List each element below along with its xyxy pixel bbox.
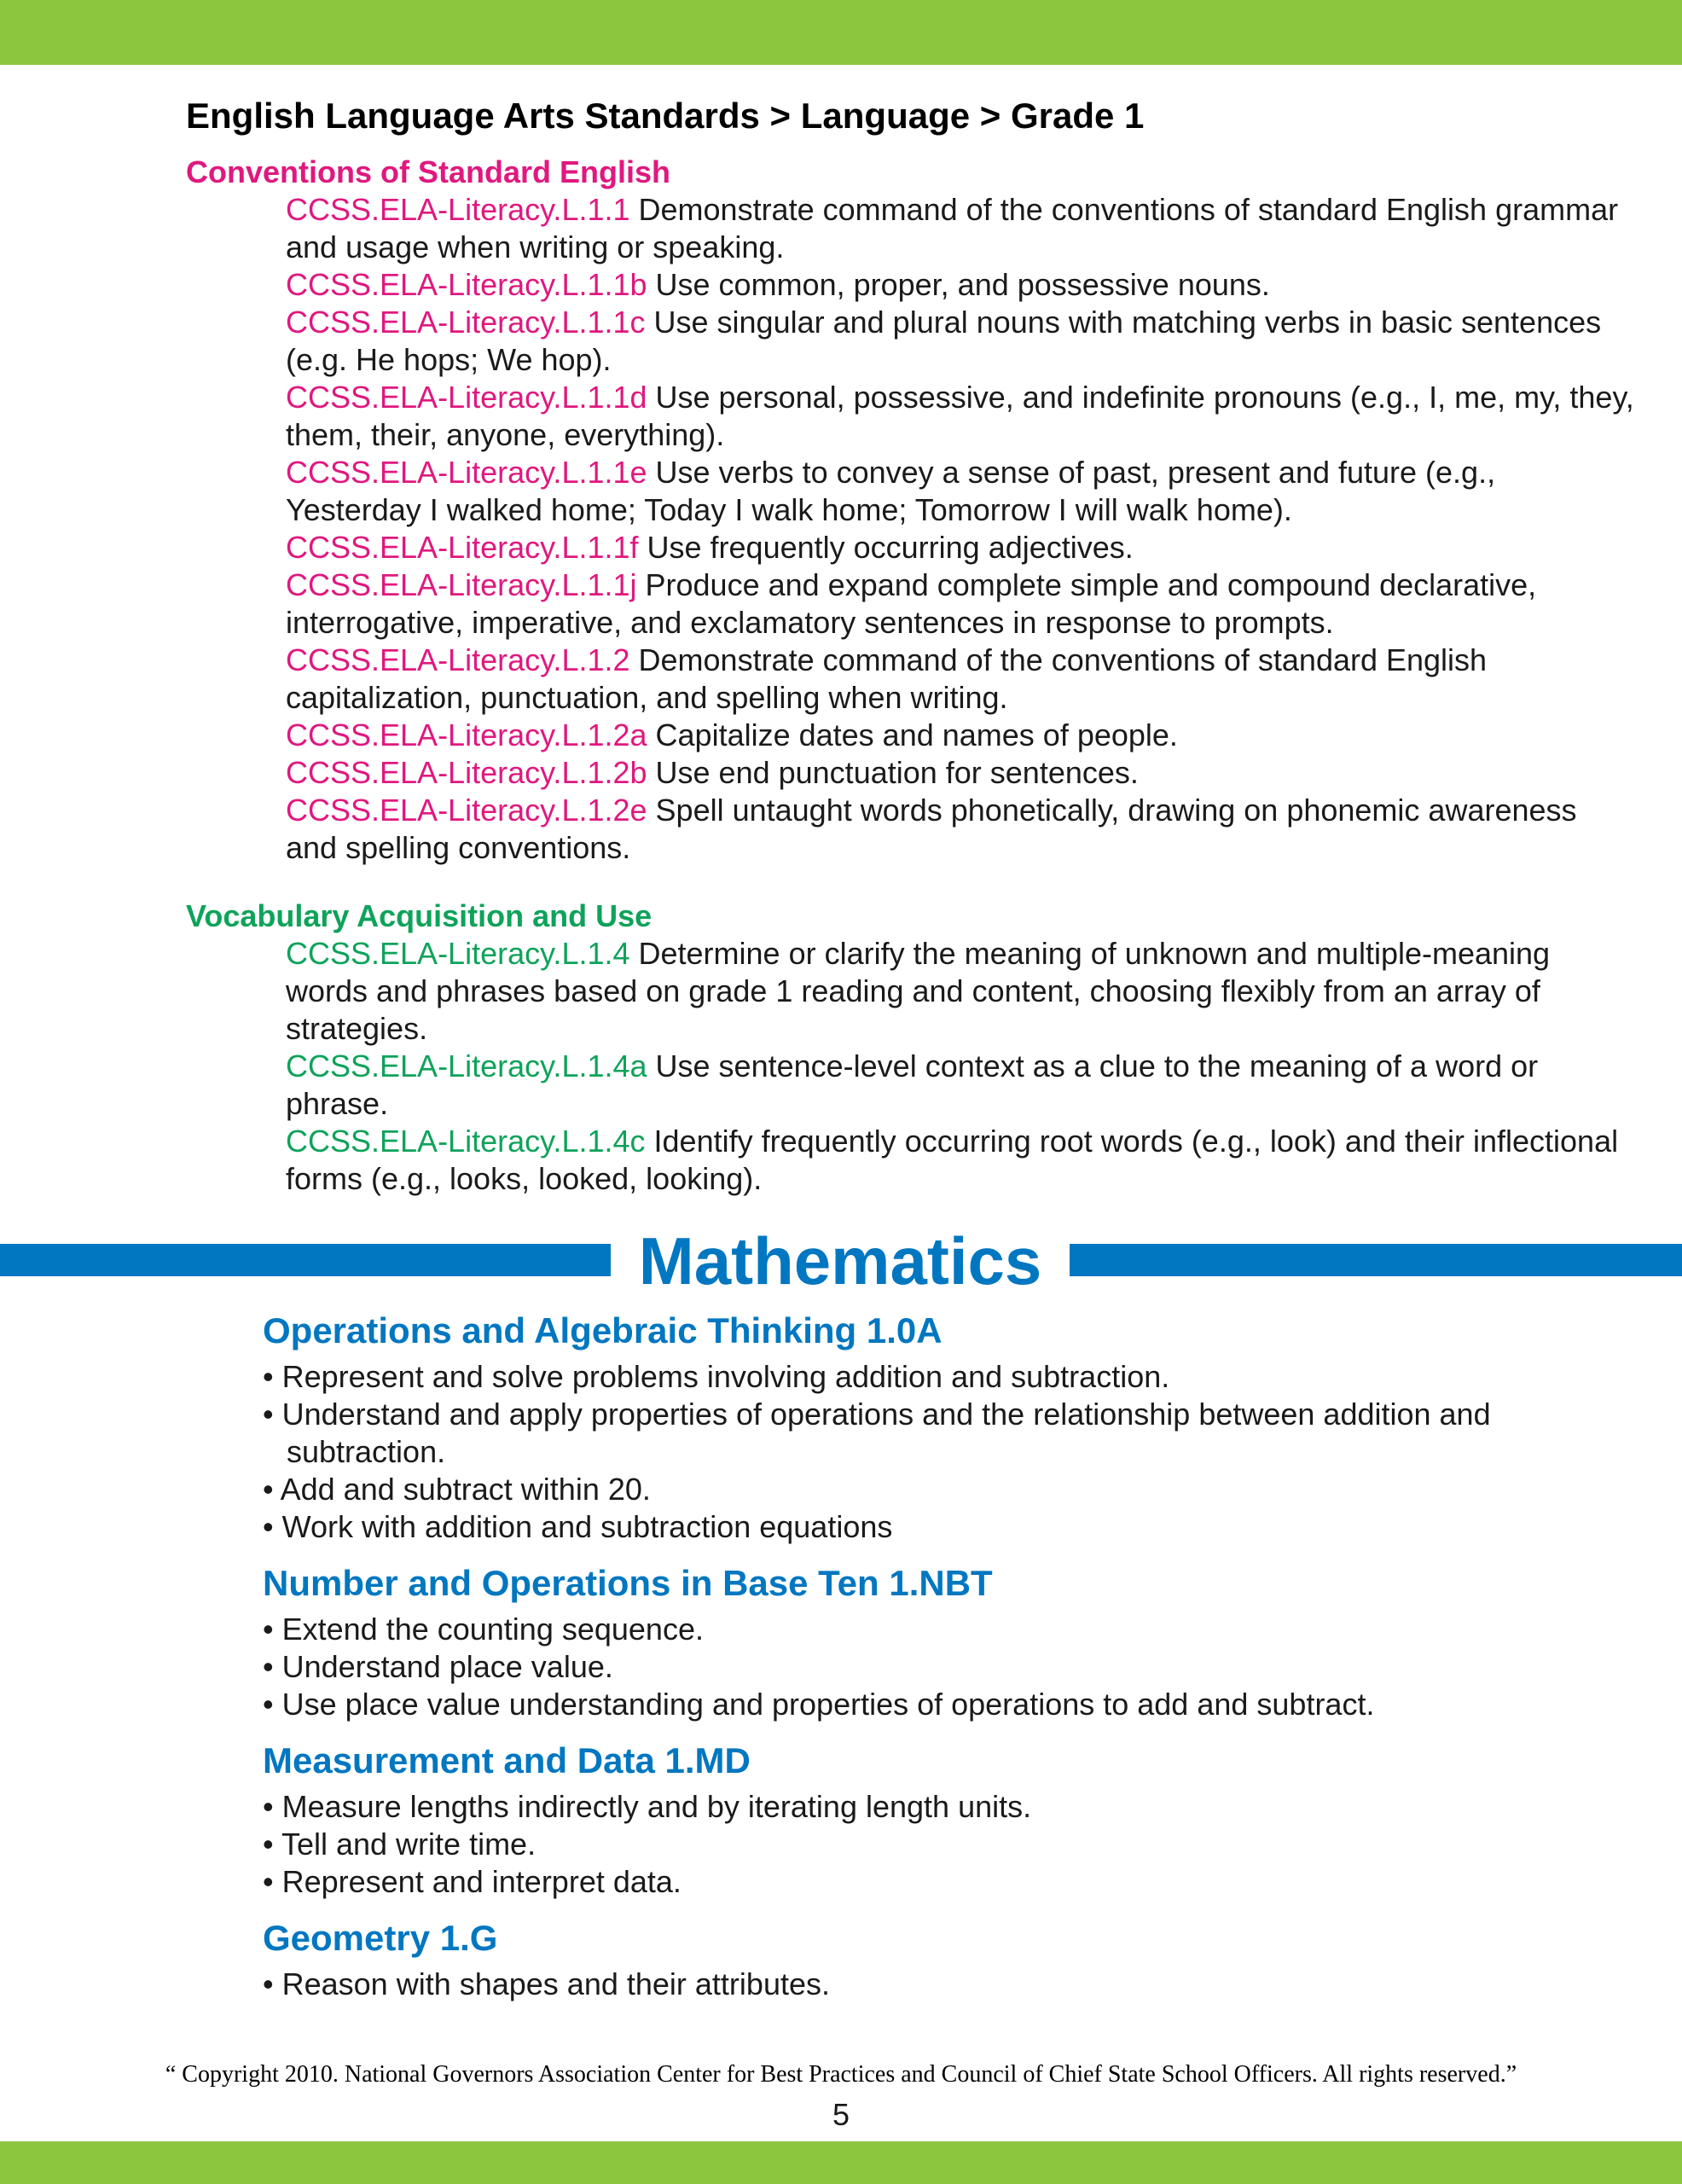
mathematics-banner [0,1223,1682,1298]
standard-item [286,935,1636,1048]
math-group [263,1739,1627,1901]
conventions-standards-list [286,191,1636,867]
standard-item [286,642,1636,717]
standard-code: CCSS.ELA-Literacy.L.1.1 [286,192,630,227]
math-group-heading: Number and Operations in Base Ten 1.NBT [263,1563,993,1603]
vocabulary-heading: Vocabulary Acquisition and Use [186,898,652,933]
bullet-item: • Extend the counting sequence. [263,1611,1627,1648]
standard-text: Identify frequently occurring root words (e.g., look) and their inflectional forms (e.g., looks, looked, looking). [286,1124,1619,1196]
standard-code: CCSS.ELA-Literacy.L.1.1j [286,567,637,602]
standard-text: Use end punctuation for sentences. [647,755,1139,790]
math-group [263,1916,1627,2003]
copyright-notice: “ Copyright 2010. National Governors Association Center for Best Practices and Council of Chief State School Officers. All rights reserved.” [165,2061,1517,2088]
conventions-section [186,154,1636,867]
standard-text: Capitalize dates and names of people. [647,717,1178,752]
standard-code: CCSS.ELA-Literacy.L.1.4a [286,1048,647,1083]
standard-code: CCSS.ELA-Literacy.L.1.2e [286,793,647,828]
vocabulary-section [186,897,1636,1198]
standard-item [286,717,1636,754]
math-group-heading: Operations and Algebraic Thinking 1.0A [263,1310,942,1350]
standard-item [286,1123,1636,1198]
bullet-item: • Represent and interpret data. [263,1863,1627,1901]
standard-item [286,529,1636,566]
standard-code: CCSS.ELA-Literacy.L.1.2b [286,755,647,790]
standard-text: Use common, proper, and possessive nouns. [647,267,1270,302]
bullet-item: • Understand place value. [263,1648,1627,1686]
bullet-item: • Add and subtract within 20. [263,1471,1627,1508]
standard-text: Produce and expand complete simple and compound declarative, interrogative, imperative, and exclamatory sentences in response to prompts. [286,567,1537,640]
top-accent-bar [0,0,1682,65]
standard-code: CCSS.ELA-Literacy.L.1.1d [286,380,647,415]
standard-text: Demonstrate command of the conventions of standard English capitalization, punctuation, and spelling when writing. [286,642,1488,715]
page-number: 5 [832,2097,850,2132]
banner-rule-left [0,1244,611,1276]
standard-item [286,191,1636,266]
standard-item [286,304,1636,379]
standard-code: CCSS.ELA-Literacy.L.1.1b [286,267,647,302]
standard-item [286,566,1636,642]
math-group [263,1561,1627,1723]
standard-code: CCSS.ELA-Literacy.L.1.1e [286,455,647,490]
math-group [263,1309,1627,1546]
standard-item [286,1048,1636,1123]
standard-code: CCSS.ELA-Literacy.L.1.1c [286,305,646,340]
standard-text: Use personal, possessive, and indefinite pronouns (e.g., I, me, my, they, them, their, anyone, everything). [286,380,1634,452]
standard-text: Use verbs to convey a sense of past, present and future (e.g., Yesterday I walked home; Today I walk home; Tomorrow I will walk home). [286,455,1496,527]
math-group-heading: Geometry 1.G [263,1918,498,1958]
standard-code: CCSS.ELA-Literacy.L.1.4c [286,1124,646,1159]
standard-text: Demonstrate command of the conventions of standard English grammar and usage when writing or speaking. [286,192,1619,264]
standard-text: Spell untaught words phonetically, drawing on phonemic awareness and spelling conventions. [286,793,1577,865]
standard-text: Determine or clarify the meaning of unknown and multiple-meaning words and phrases based on grade 1 reading and content, choosing flexibly from an array of strategies. [286,936,1551,1046]
bullet-item: • Work with addition and subtraction equations [263,1508,1627,1546]
standard-code: CCSS.ELA-Literacy.L.1.4 [286,936,630,971]
math-standards [263,1309,1627,2018]
breadcrumb: English Language Arts Standards > Language > Grade 1 [186,96,1145,136]
mathematics-title: Mathematics [638,1223,1042,1298]
math-group-heading: Measurement and Data 1.MD [263,1740,751,1780]
standard-item [286,266,1636,304]
standard-text: Use frequently occurring adjectives. [638,530,1134,565]
standard-code: CCSS.ELA-Literacy.L.1.2a [286,717,647,752]
bullet-item: • Tell and write time. [263,1826,1627,1863]
banner-rule-right [1070,1244,1682,1276]
standard-item [286,792,1636,867]
vocabulary-standards-list [286,935,1636,1198]
bullet-item: • Represent and solve problems involving addition and subtraction. [263,1358,1627,1396]
standard-text: Use sentence-level context as a clue to the meaning of a word or phrase. [286,1048,1539,1121]
standard-code: CCSS.ELA-Literacy.L.1.1f [286,530,639,565]
standard-item [286,454,1636,529]
bullet-item: • Understand and apply properties of operations and the relationship between addition and subtraction. [263,1396,1627,1471]
conventions-heading: Conventions of Standard English [186,154,671,189]
standard-item [286,754,1636,792]
standard-code: CCSS.ELA-Literacy.L.1.2 [286,642,630,677]
bullet-item: • Reason with shapes and their attributes. [263,1966,1627,2003]
bullet-item: • Use place value understanding and properties of operations to add and subtract. [263,1686,1627,1723]
bullet-item: • Measure lengths indirectly and by iterating length units. [263,1788,1627,1826]
standard-text: Use singular and plural nouns with matching verbs in basic sentences (e.g. He hops; We hop). [286,305,1602,377]
standard-item [286,379,1636,454]
bottom-accent-bar [0,2141,1682,2184]
